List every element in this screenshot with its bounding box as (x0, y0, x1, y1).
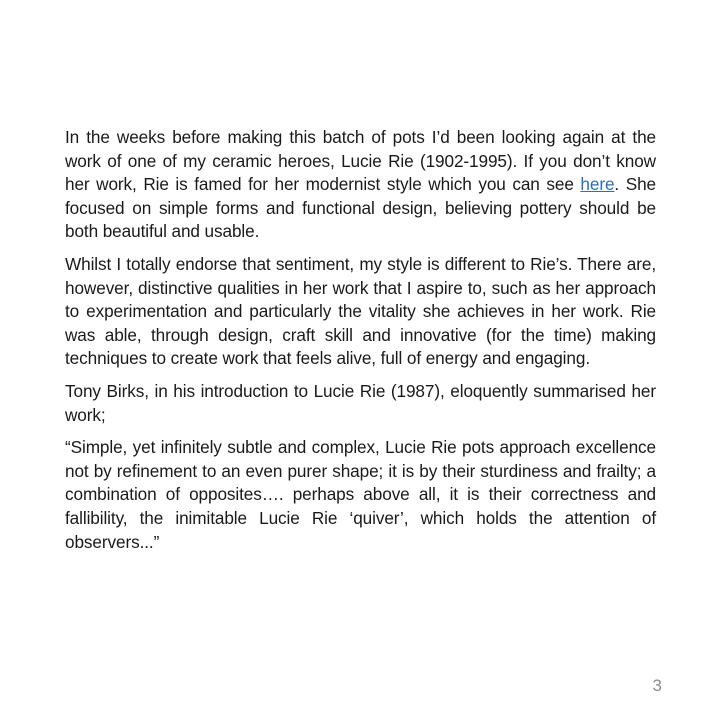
paragraph-style: Whilst I totally endorse that sentiment, my style is different to Rie’s. There are, however, distinctive qualities in her work that I aspire to, such as her approach to experimentation and particularly the vitality she achieves in her work. Rie was able, through design, craft skill and innovative (for the time) making techniques to create work that feels alive, full of energy and engaging. (65, 253, 656, 369)
paragraph-intro (65, 126, 656, 244)
paragraph-birks-intro: Tony Birks, in his introduction to Lucie Rie (1987), eloquently summarised her work; (65, 380, 656, 425)
paragraph-intro-text-end: . She focused on simple forms and functional design, believing pottery should be both beautiful and usable. (65, 174, 656, 242)
text-body (65, 126, 656, 563)
here-link[interactable]: here (580, 174, 615, 195)
page-number: 3 (652, 676, 662, 695)
paragraph-intro-text-start: In the weeks before making this batch of pots I’d been looking again at the work of one of my ceramic heroes, Lucie Rie (1902-1995). If you don’t know her work, Rie is famed for her modernist style which you can see (65, 127, 656, 195)
paragraph-quote: “Simple, yet infinitely subtle and complex, Lucie Rie pots approach excellence not by refinement to an even purer shape; it is by their sturdiness and frailty; a combination of opposites…. perhaps above all, it is their correctness and fallibility, the inimitable Lucie Rie ‘quiver’, which holds the attention of observers...” (65, 437, 656, 552)
